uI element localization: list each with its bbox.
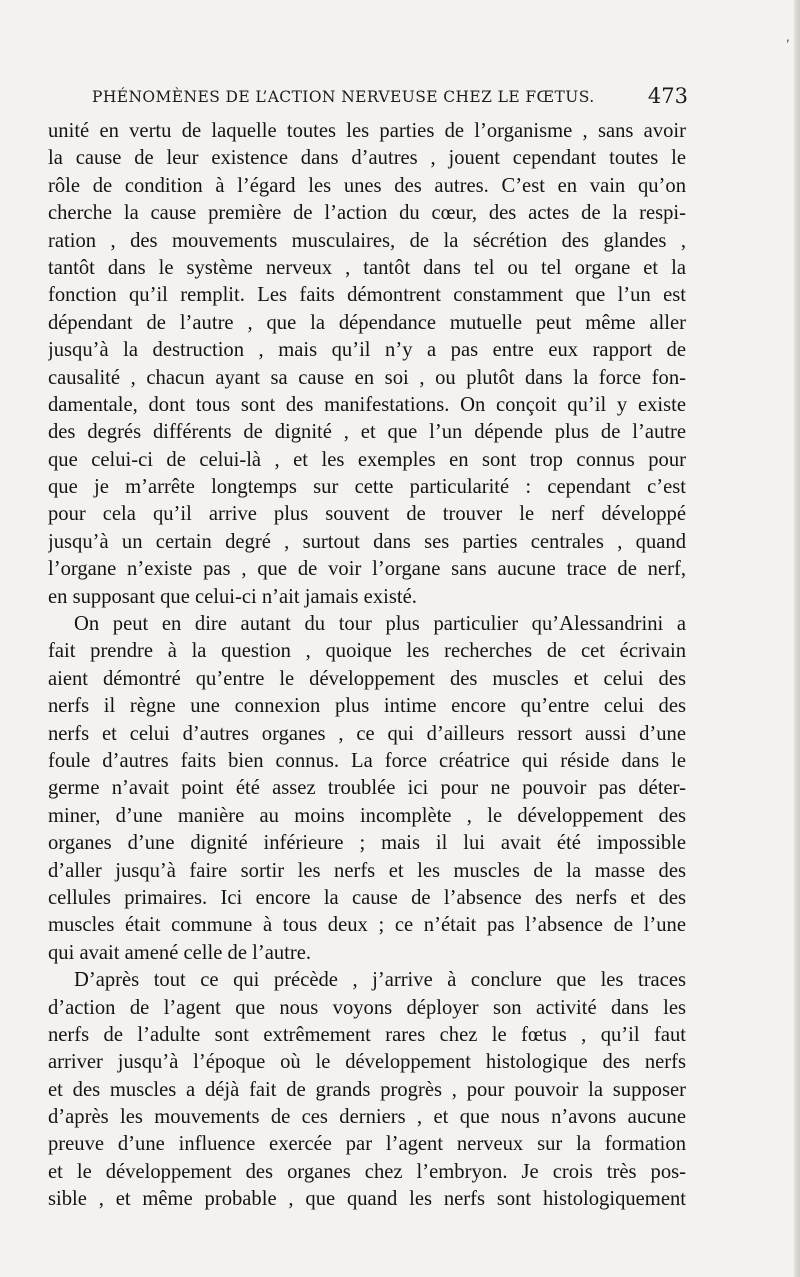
text-line: aient démontré qu’entre le développement des muscles et celui des — [48, 667, 686, 690]
text-line: la cause de leur existence dans d’autres , jouent cependant toutes le — [48, 147, 686, 170]
text-line: D’après tout ce qui précède , j’arrive à conclure que les traces — [74, 969, 686, 992]
text-line: rôle de condition à l’égard les unes des autres. C’est en vain qu’on — [48, 174, 686, 197]
paragraph — [48, 118, 686, 611]
text-line: jusqu’à un certain degré , surtout dans ses parties centrales , quand — [48, 530, 686, 553]
text-line: jusqu’à la destruction , mais qu’il n’y a pas entre eux rapport de — [48, 339, 686, 362]
text-line: On peut en dire autant du tour plus particulier qu’Alessandrini a — [74, 613, 686, 636]
text-line: preuve d’une influence exercée par l’agent nerveux sur la formation — [48, 1133, 686, 1156]
text-line: d’aller jusqu’à faire sortir les nerfs et les muscles de la masse des — [48, 859, 686, 882]
text-line: fonction qu’il remplit. Les faits démontrent constamment que l’un est — [48, 284, 686, 307]
text-line: pour cela qu’il arrive plus souvent de trouver le nerf développé — [48, 503, 686, 526]
running-head — [92, 82, 688, 112]
text-line: d’après les mouvements de ces derniers , et que nous n’avons aucune — [48, 1106, 686, 1129]
text-line: ration , des mouvements musculaires, de la sécrétion des glandes , — [48, 229, 686, 252]
text-line: que je m’arrête longtemps sur cette particularité : cependant c’est — [48, 476, 686, 499]
text-line: des degrés différents de dignité , et que l’un dépende plus de l’autre — [48, 421, 686, 444]
text-line: germe n’avait point été assez troublée ici pour ne pouvoir pas déter- — [48, 777, 686, 800]
text-line: arriver jusqu’à l’époque où le développement histologique des nerfs — [48, 1051, 686, 1074]
text-line: et des muscles a déjà fait de grands progrès , pour pouvoir la supposer — [48, 1078, 686, 1101]
text-line: et le développement des organes chez l’embryon. Je crois très pos- — [48, 1160, 686, 1183]
text-line: cherche la cause première de l’action du cœur, des actes de la respi- — [48, 202, 686, 225]
text-line: causalité , chacun ayant sa cause en soi , ou plutôt dans la force fon- — [48, 366, 686, 389]
page-edge — [794, 0, 800, 1277]
text-line: cellules primaires. Ici encore la cause de l’absence des nerfs et des — [48, 886, 686, 909]
running-title: PHÉNOMÈNES DE L’ACTION NERVEUSE CHEZ LE FŒTUS. — [92, 88, 595, 106]
text-line: qui avait amené celle de l’autre. — [48, 941, 312, 964]
text-line: foule d’autres faits bien connus. La force créatrice qui réside dans le — [48, 749, 686, 772]
paragraph — [48, 967, 686, 1214]
text-line: muscles était commune à tous deux ; ce n’était pas l’absence de l’une — [48, 914, 686, 937]
page-number: 473 — [647, 84, 688, 108]
text-line: nerfs et celui d’autres organes , ce qui d’ailleurs ressort aussi d’une — [48, 722, 686, 745]
stray-mark: , — [786, 30, 790, 44]
text-line: dépendant de l’autre , que la dépendance mutuelle peut même aller — [48, 311, 686, 334]
body-text — [48, 118, 686, 1214]
text-line: tantôt dans le système nerveux , tantôt dans tel ou tel organe et la — [48, 256, 686, 279]
text-line: organes d’une dignité inférieure ; mais il lui avait été impossible — [48, 832, 686, 855]
text-line: sible , et même probable , que quand les nerfs sont histologiquement — [48, 1188, 686, 1211]
text-line: d’action de l’agent que nous voyons déployer son activité dans les — [48, 996, 686, 1019]
text-line: l’organe n’existe pas , que de voir l’organe sans aucune trace de nerf, — [48, 558, 686, 581]
text-line: que celui-ci de celui-là , et les exemples en sont trop connus pour — [48, 448, 686, 471]
paragraph — [48, 611, 686, 967]
text-line: miner, d’une manière au moins incomplète , le développement des — [48, 804, 686, 827]
text-line: en supposant que celui-ci n’ait jamais existé. — [48, 585, 417, 608]
text-line: nerfs il règne une connexion plus intime encore qu’entre celui des — [48, 695, 686, 718]
text-line: damentale, dont tous sont des manifestations. On conçoit qu’il y existe — [48, 393, 686, 416]
text-line: unité en vertu de laquelle toutes les parties de l’organisme , sans avoir — [48, 120, 686, 142]
text-line: fait prendre à la question , quoique les recherches de cet écrivain — [48, 640, 686, 663]
text-line: nerfs de l’adulte sont extrêmement rares chez le fœtus , qu’il faut — [48, 1023, 686, 1046]
